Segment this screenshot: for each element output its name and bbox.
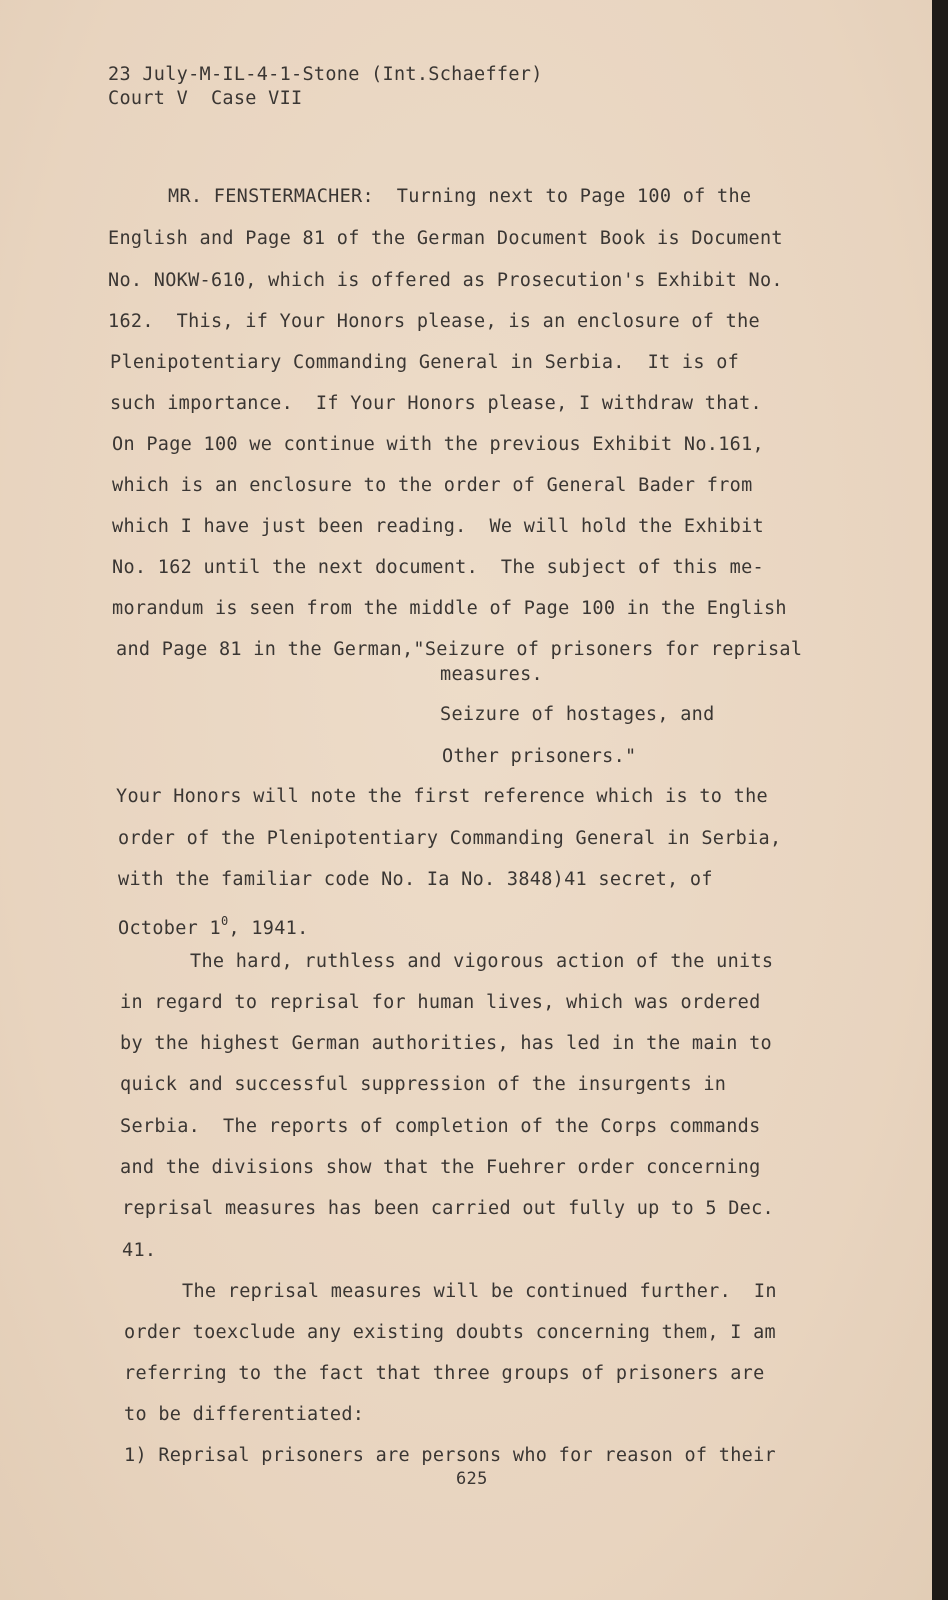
body-line: quick and successful suppression of the insurgents in — [120, 1074, 727, 1095]
body-line: Other prisoners." — [442, 746, 637, 767]
body-line: No. NOKW-610, which is offered as Prosecution's Exhibit No. — [108, 270, 783, 291]
page-number: 625 — [456, 1469, 488, 1489]
body-line: and the divisions show that the Fuehrer order concerning — [120, 1157, 761, 1178]
body-line: with the familiar code No. Ia No. 3848)41 secret, of — [118, 869, 713, 890]
body-line: morandum is seen from the middle of Page 100 in the English — [112, 598, 787, 619]
body-line: reprisal measures has been carried out fully up to 5 Dec. — [122, 1198, 774, 1219]
body-line: which is an enclosure to the order of General Bader from — [112, 475, 753, 496]
body-line: by the highest German authorities, has led in the main to — [120, 1033, 772, 1054]
body-line — [118, 910, 309, 940]
body-line: 162. This, if Your Honors please, is an enclosure of the — [108, 311, 760, 332]
body-line: measures. — [440, 664, 543, 685]
body-line: Your Honors will note the first reference which is to the — [116, 786, 768, 807]
body-line: Plenipotentiary Commanding General in Serbia. It is of — [110, 352, 740, 373]
body-line: No. 162 until the next document. The subject of this me- — [112, 557, 764, 578]
body-line: order of the Plenipotentiary Commanding General in Serbia, — [118, 828, 782, 849]
body-line: English and Page 81 of the German Document Book is Document — [108, 228, 783, 249]
body-line: referring to the fact that three groups of prisoners are — [124, 1363, 765, 1384]
body-line: in regard to reprisal for human lives, which was ordered — [120, 992, 761, 1013]
body-line: which I have just been reading. We will hold the Exhibit — [112, 516, 764, 537]
body-line: The hard, ruthless and vigorous action of the units — [190, 951, 774, 972]
date-text: October 1 — [118, 918, 221, 939]
body-line: 41. — [122, 1240, 157, 1261]
date-text-end: , 1941. — [228, 918, 309, 939]
body-line: such importance. If Your Honors please, I withdraw that. — [110, 393, 762, 414]
superscript: 0 — [220, 914, 229, 928]
page-edge — [932, 0, 948, 1600]
body-line: and Page 81 in the German,"Seizure of prisoners for reprisal — [116, 639, 803, 660]
body-line: On Page 100 we continue with the previous Exhibit No.161, — [112, 434, 764, 455]
body-line: Seizure of hostages, and — [440, 704, 715, 725]
body-line: to be differentiated: — [124, 1404, 365, 1425]
header-line-1: 23 July-M-IL-4-1-Stone (Int.Schaeffer) — [108, 64, 543, 85]
body-line: MR. FENSTERMACHER: Turning next to Page 100 of the — [168, 186, 752, 207]
header-line-2: Court V Case VII — [108, 88, 303, 109]
body-line: 1) Reprisal prisoners are persons who for reason of their — [124, 1445, 776, 1466]
body-line: order toexclude any existing doubts concerning them, I am — [124, 1322, 776, 1343]
body-line: The reprisal measures will be continued further. In — [182, 1281, 777, 1302]
body-line: Serbia. The reports of completion of the Corps commands — [120, 1116, 761, 1137]
